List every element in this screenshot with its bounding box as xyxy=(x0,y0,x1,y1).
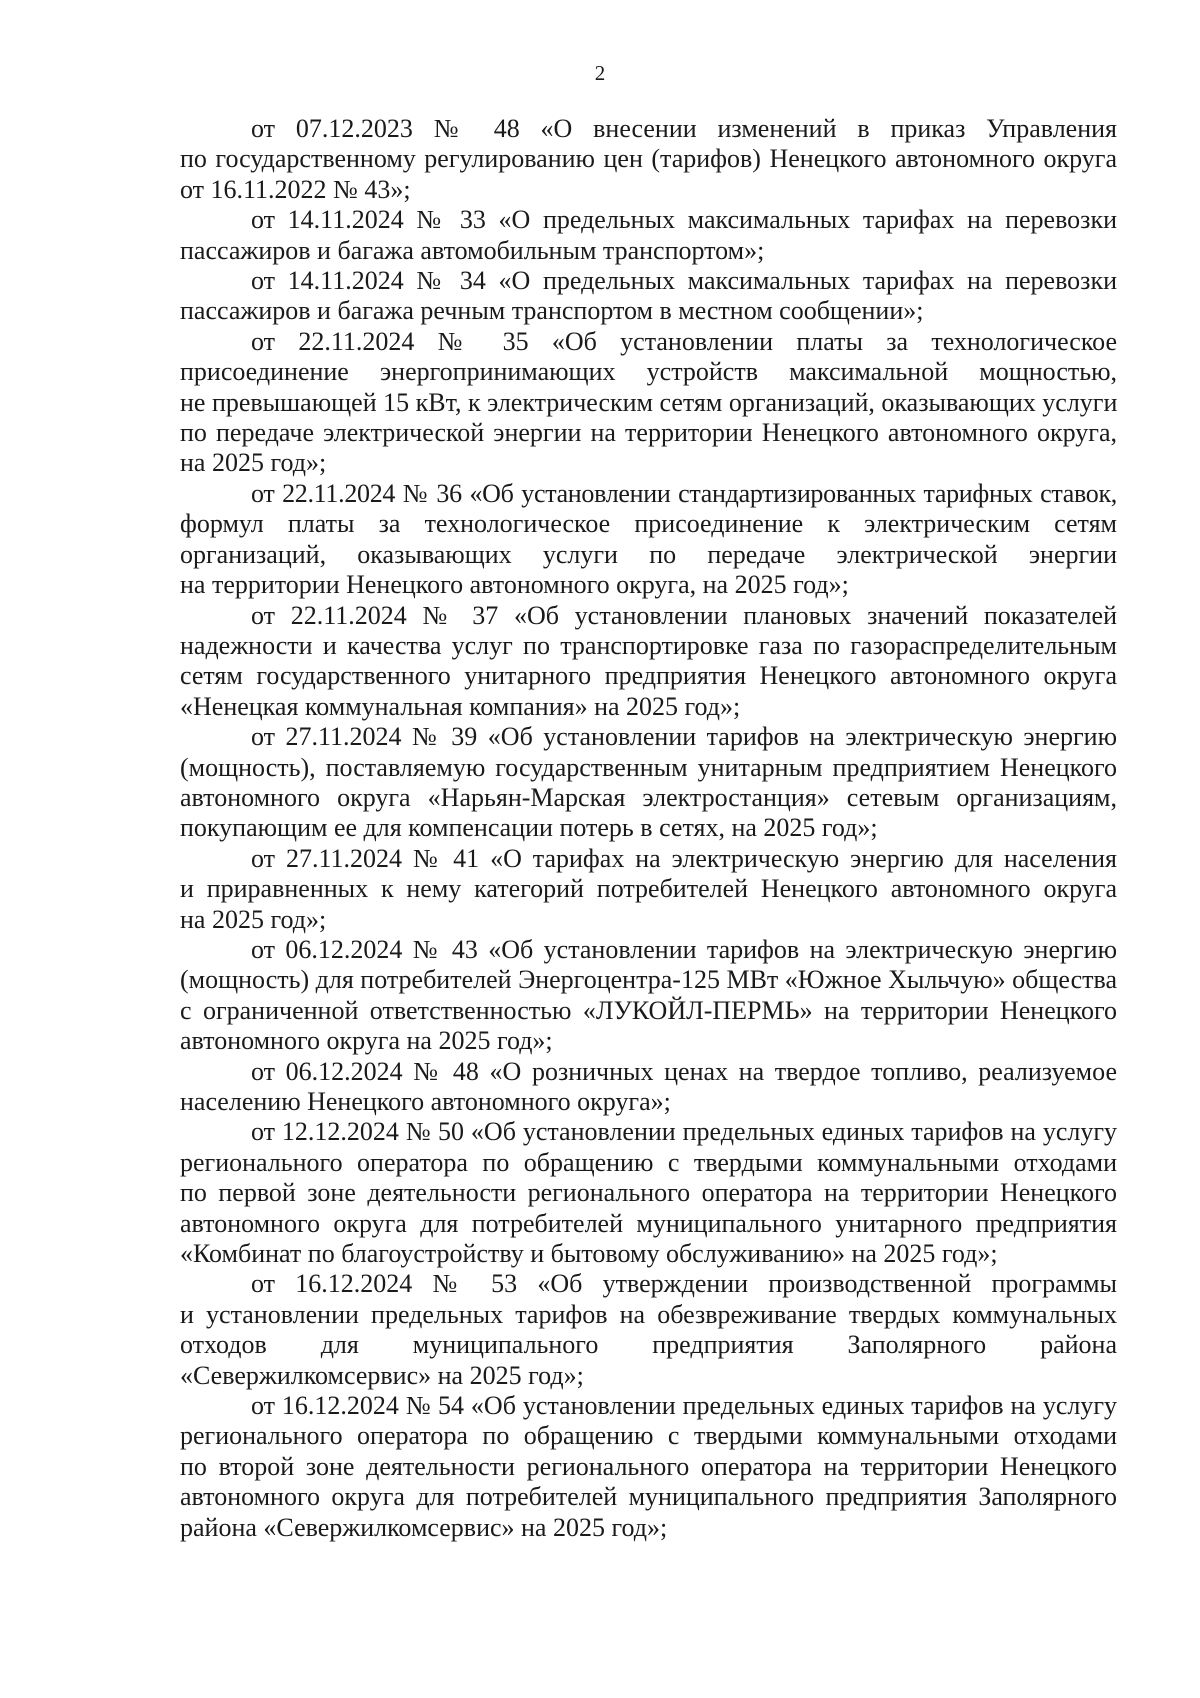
document-list-item xyxy=(180,266,1117,327)
document-body xyxy=(180,114,1117,1543)
document-list-item xyxy=(180,1391,1117,1543)
text-line: и установлении предельных тарифов на обезвреживание твердых коммунальных xyxy=(180,1299,1117,1329)
document-list-item xyxy=(180,722,1117,844)
text-line: автономного округа для потребителей муниципального унитарного предприятия xyxy=(180,1208,1117,1238)
text-line: от 14.11.2024 № 34 «О предельных максимальных тарифах на перевозки xyxy=(251,266,1117,296)
text-line: «Ненецкая коммунальная компания» на 2025 год»; xyxy=(180,691,741,721)
text-line: (мощность) для потребителей Энергоцентра-125 МВт «Южное Хыльчую» общества xyxy=(180,965,1117,995)
text-line: регионального оператора по обращению с твердыми коммунальными отходами xyxy=(180,1147,1117,1177)
text-line: от 22.11.2024 № 35 «Об установлении платы за технологическое xyxy=(251,326,1117,356)
text-line: организаций, оказывающих услуги по передаче электрической энергии xyxy=(180,539,1117,569)
text-line: от 06.12.2024 № 48 «О розничных ценах на твердое топливо, реализуемое xyxy=(251,1056,1117,1086)
text-line: на территории Ненецкого автономного округа, на 2025 год»; xyxy=(180,570,849,600)
text-line: на 2025 год»; xyxy=(180,448,327,478)
text-line: (мощность), поставляемую государственным унитарным предприятием Ненецкого xyxy=(180,752,1117,782)
document-list-item xyxy=(180,327,1117,479)
text-line: сетям государственного унитарного предприятия Ненецкого автономного округа xyxy=(180,661,1117,691)
text-line: и приравненных к нему категорий потребителей Ненецкого автономного округа xyxy=(180,874,1117,904)
document-list-item xyxy=(180,114,1117,205)
text-line: регионального оператора по обращению с твердыми коммунальными отходами xyxy=(180,1421,1117,1451)
text-line: автономного округа для потребителей муниципального предприятия Заполярного xyxy=(180,1482,1117,1512)
document-list-item xyxy=(180,205,1117,266)
text-line: по первой зоне деятельности регионального оператора на территории Ненецкого xyxy=(180,1178,1117,1208)
text-line: автономного округа на 2025 год»; xyxy=(180,1026,553,1056)
text-line: от 16.12.2024 № 53 «Об утверждении производственной программы xyxy=(251,1269,1117,1299)
text-line: пассажиров и багажа автомобильным транспортом»; xyxy=(180,235,765,265)
page-number: 2 xyxy=(594,61,606,85)
text-line: населению Ненецкого автономного округа»; xyxy=(180,1087,671,1116)
text-line: от 07.12.2023 № 48 «О внесении изменений в приказ Управления xyxy=(251,114,1117,143)
text-line: с ограниченной ответственностью «ЛУКОЙЛ-ПЕРМЬ» на территории Ненецкого xyxy=(180,995,1117,1025)
text-line: «Севержилкомсервис» на 2025 год»; xyxy=(180,1360,584,1390)
text-line: от 27.11.2024 № 41 «О тарифах на электрическую энергию для населения xyxy=(251,843,1117,873)
document-list-item xyxy=(180,1057,1117,1118)
text-line: по второй зоне деятельности регионального оператора на территории Ненецкого xyxy=(180,1451,1117,1481)
text-line: покупающим ее для компенсации потерь в сетях, на 2025 год»; xyxy=(180,813,878,843)
text-line: пассажиров и багажа речным транспортом в местном сообщении»; xyxy=(180,296,924,326)
text-line: на 2025 год»; xyxy=(180,904,327,934)
text-line: от 16.11.2022 № 43»; xyxy=(180,174,411,204)
text-line: от 22.11.2024 № 36 «Об установлении стандартизированных тарифных ставок, xyxy=(251,478,1117,508)
text-line: по государственному регулированию цен (тарифов) Ненецкого автономного округа xyxy=(180,144,1117,174)
text-line: по передаче электрической энергии на территории Ненецкого автономного округа, xyxy=(180,418,1117,448)
text-line: не превышающей 15 кВт, к электрическим сетям организаций, оказывающих услуги xyxy=(180,387,1118,417)
text-line: района «Севержилкомсервис» на 2025 год»; xyxy=(180,1512,668,1542)
document-list-item xyxy=(180,479,1117,601)
document-list-item xyxy=(180,601,1117,723)
document-list-item xyxy=(180,935,1117,1057)
text-line: от 27.11.2024 № 39 «Об установлении тарифов на электрическую энергию xyxy=(251,722,1117,752)
text-line: от 16.12.2024 № 54 «Об установлении предельных единых тарифов на услугу xyxy=(251,1391,1117,1421)
text-line: формул платы за технологическое присоединение к электрическим сетям xyxy=(180,509,1117,539)
text-line: «Комбинат по благоустройству и бытовому обслуживанию» на 2025 год»; xyxy=(180,1239,998,1269)
document-list-item xyxy=(180,844,1117,935)
document-list-item xyxy=(180,1269,1117,1391)
text-line: от 06.12.2024 № 43 «Об установлении тарифов на электрическую энергию xyxy=(251,934,1117,964)
text-line: надежности и качества услуг по транспортировке газа по газораспределительным xyxy=(180,630,1117,660)
text-line: от 22.11.2024 № 37 «Об установлении плановых значений показателей xyxy=(251,600,1117,630)
text-line: присоединение энергопринимающих устройств максимальной мощностью, xyxy=(180,357,1117,387)
text-line: отходов для муниципального предприятия Заполярного района xyxy=(180,1330,1117,1360)
document-list-item xyxy=(180,1117,1117,1269)
text-line: от 14.11.2024 № 33 «О предельных максимальных тарифах на перевозки xyxy=(251,205,1117,235)
text-line: от 12.12.2024 № 50 «Об установлении предельных единых тарифов на услугу xyxy=(251,1117,1117,1147)
text-line: автономного округа «Нарьян-Марская электростанция» сетевым организациям, xyxy=(180,782,1117,812)
